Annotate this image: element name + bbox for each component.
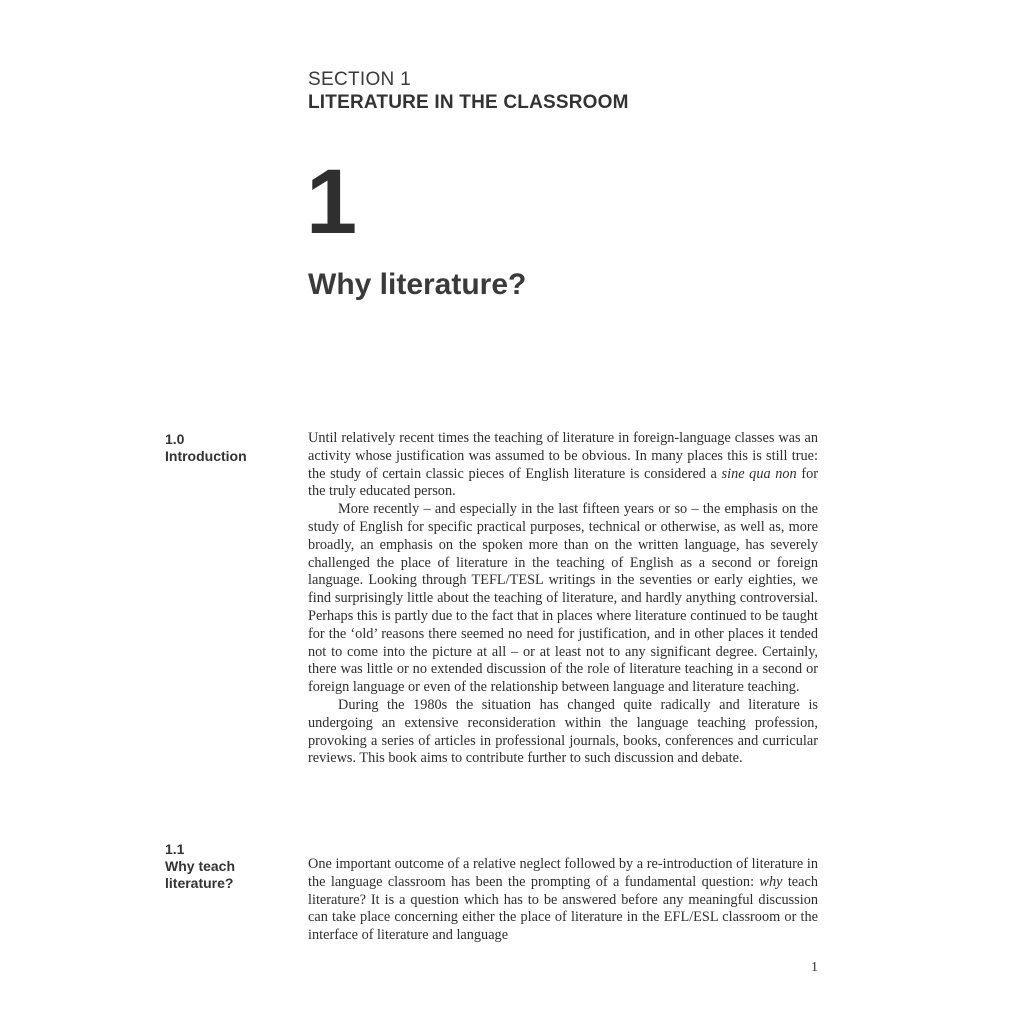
paragraph: More recently – and especially in the last fifteen years or so – the emphasis on the study of English for specific practical purposes, technical or otherwise, as well as, more broadly, an emphasis on the spoken more than on the written language, has severely challenged the place of literature in the teaching of English as a second or foreign language. Looking through TEFL/TESL writings in the seventies or early eighties, we find surprisingly little about the teaching of literature, and hardly anything controversial. Perhaps this is partly due to the fact that in places where literature continued to be taught for the ‘old’ reasons there seemed no need for justification, and in other places it tended not to come into the picture at all – or at least not to any significant degree. Certainly, there was little or no extended discussion of the role of literature teaching in a second or foreign language or even of the relationship between language and literature teaching. [308, 501, 818, 696]
section-1-0-body [308, 430, 818, 768]
paragraph: During the 1980s the situation has changed quite radically and literature is undergoing an extensive reconsideration within the language teaching profession, provoking a series of articles in professional journals, books, conferences and curricular reviews. This book aims to contribute further to such discussion and debate. [308, 696, 818, 767]
section-title: LITERATURE IN THE CLASSROOM [308, 92, 629, 113]
section-heading-line: Introduction [165, 448, 247, 464]
italic-word: why [759, 873, 783, 890]
section-heading-line: Why teach [165, 858, 236, 874]
section-1-1-body [308, 856, 818, 945]
paragraph: Until relatively recent times the teaching of literature in foreign-language classes was an activity whose justification was assumed to be obvious. In many places this is still true: the study of certain classic pieces of English literature is considered a sine qua non for the truly educated person. [308, 430, 818, 500]
italic-phrase: sine qua non [721, 465, 797, 482]
section-1-1-heading [165, 841, 235, 892]
section-heading-line: literature? [165, 875, 234, 891]
section-label: SECTION 1 [308, 69, 411, 90]
section-number: 1.0 [165, 431, 185, 447]
section-1-0-heading [165, 431, 247, 465]
chapter-title: Why literature? [308, 268, 527, 301]
chapter-number: 1 [306, 151, 358, 253]
section-number: 1.1 [165, 841, 185, 857]
paragraph: One important outcome of a relative neglect followed by a re-introduction of literature in the language classroom has been the prompting of a fundamental question: why teach literature? It is a question which has to be answered before any meaningful discussion can take place concerning either the place of literature in the EFL/ESL classroom or the interface of literature and language [308, 856, 818, 944]
page-number: 1 [811, 960, 818, 975]
